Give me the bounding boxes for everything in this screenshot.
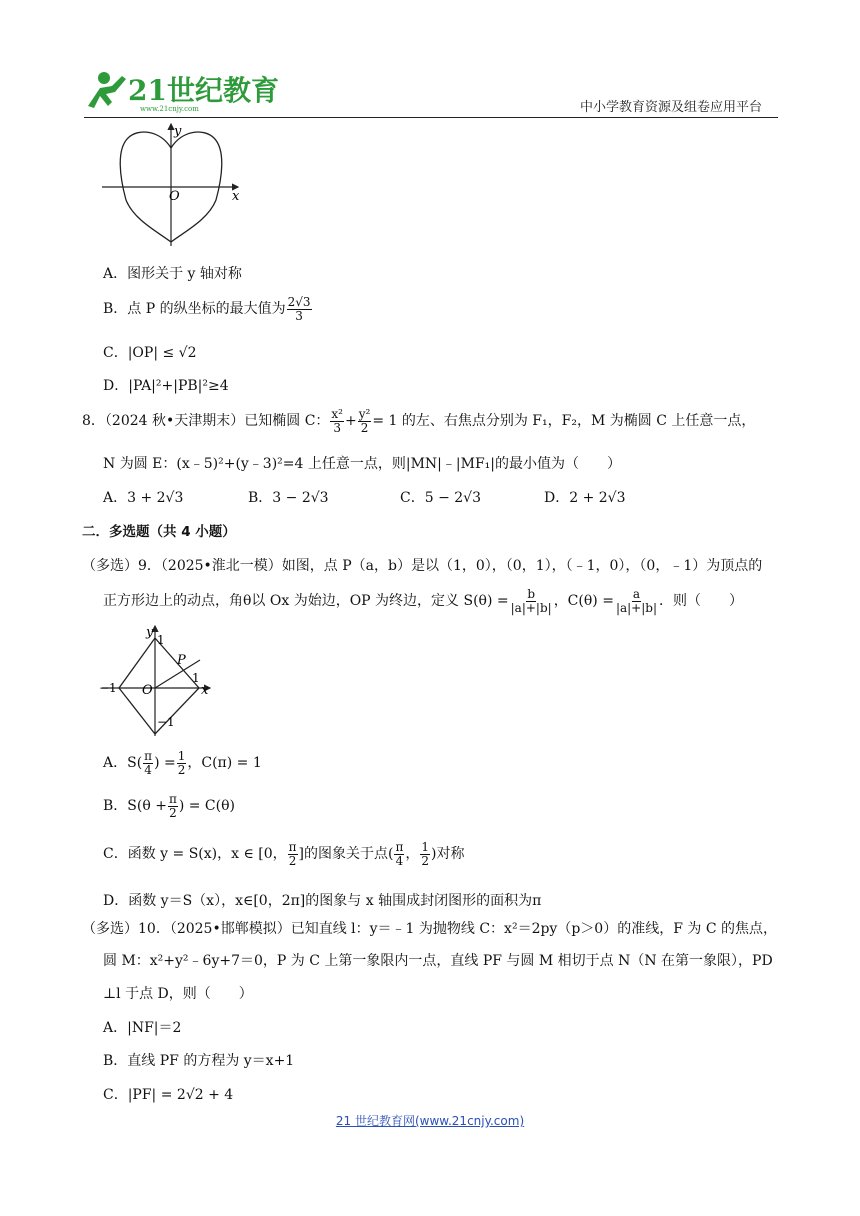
q10-stem-line1: （多选）10．（2025•邯郸模拟）已知直线 l：y＝﹣1 为抛物线 C：x²＝2py（p＞0）的准线，F 为 C 的焦点，	[82, 921, 777, 937]
tick-label-right: 1	[192, 671, 200, 685]
fraction: $\frac{2√3}{3}$	[287, 295, 311, 323]
q10-stem-line3: ⊥l 于点 D，则（ ）	[103, 986, 253, 1002]
q10-option-a: A．|NF|＝2	[103, 1020, 182, 1036]
q10-option-b: B．直线 PF 的方程为 y＝x+1	[103, 1053, 295, 1069]
q7-option-b: B．点 P 的纵坐标的最大值为 $\frac{2√3}{3}$	[103, 295, 311, 323]
q9-option-b: B．S(θ + $\frac{\pi}{2}$ ) = C(θ)	[103, 792, 236, 820]
q10-option-c: C．|PF| = 2√2 + 4	[103, 1087, 234, 1103]
logo-text: 21世纪教育	[128, 74, 279, 107]
section-heading: 二．多选题（共 4 小题）	[82, 524, 236, 540]
q7-option-a: A．图形关于 y 轴对称	[103, 266, 242, 282]
q8-stem-line1: 8．（2024 秋•天津期末）已知椭圆 C： $\frac{\text{x²}}{3}$ + $\frac{\text{y²}}{2}$ = 1 的左、右焦点分别为 F₁，F₂，M 为椭圆 C 上任意一点，	[82, 407, 756, 435]
q8-stem-line2: N 为圆 E：(x﹣5)²+(y﹣3)²=4 上任意一点，则|MN|﹣|MF₁|的最小值为（ ）	[103, 456, 621, 472]
q9-option-d: D．函数 y＝S（x），x∈[0，2π]的图象与 x 轴围成封闭图形的面积为π	[103, 893, 542, 909]
tick-label-left: −1	[99, 681, 117, 695]
platform-title: 中小学教育资源及组卷应用平台	[580, 100, 763, 115]
site-logo	[82, 66, 279, 114]
q8-option-c: C．5 − 2√3	[400, 490, 481, 506]
footer-link[interactable]: 21 世纪教育网(www.21cnjy.com)	[335, 1114, 525, 1128]
q8-option-b: B．3 − 2√3	[248, 490, 329, 506]
q8-option-a: A．3 + 2√3	[103, 490, 184, 506]
origin-label: O	[169, 189, 180, 204]
header-divider	[84, 117, 778, 118]
tick-label-top: 1	[157, 633, 165, 647]
origin-label: O	[142, 683, 153, 698]
logo-url: www.21cnjy.com	[140, 105, 199, 113]
square-figure	[98, 622, 218, 740]
x-axis-label: x	[201, 683, 209, 698]
q9-option-a: A．S( $\frac{\pi}{4}$ ) = $\frac{1}{2}$ ，C(π) = 1	[103, 749, 262, 777]
y-axis-label: y	[146, 625, 154, 640]
q7-option-c: C．|OP| ≤ √2	[103, 345, 197, 361]
point-p-label: P	[177, 653, 186, 668]
q10-stem-line2: 圆 M：x²+y²﹣6y+7＝0，P 为 C 上第一象限内一点，直线 PF 与圆 M 相切于点 N（N 在第一象限），PD	[103, 953, 773, 969]
q9-stem-line2: 正方形边上的动点，角θ以 Ox 为始边，OP 为终边，定义 S(θ) = $\frac{b}{|a|+|b|}$ ，C(θ) = $\frac{a}{|a|+|b|}$ ．则（ ）	[103, 587, 743, 615]
q8-option-d: D．2 + 2√3	[544, 490, 626, 506]
tick-label-bottom: −1	[157, 715, 175, 729]
q9-option-c: C．函数 y = S(x)，x ∈ [0， $\frac{\pi}{2}$ ]的图象关于点( $\frac{\pi}{4}$ ， $\frac{1}{2}$ )对称	[103, 840, 465, 868]
q7-option-d: D．|PA|²+|PB|²≥4	[103, 378, 229, 394]
x-axis-label: x	[232, 189, 240, 204]
heart-curve-figure	[98, 120, 248, 250]
q9-stem-line1: （多选）9．（2025•淮北一模）如图，点 P（a，b）是以（1，0），（0，1），（﹣1，0），（0，﹣1）为顶点的	[82, 558, 763, 574]
y-axis-label: y	[174, 124, 182, 139]
